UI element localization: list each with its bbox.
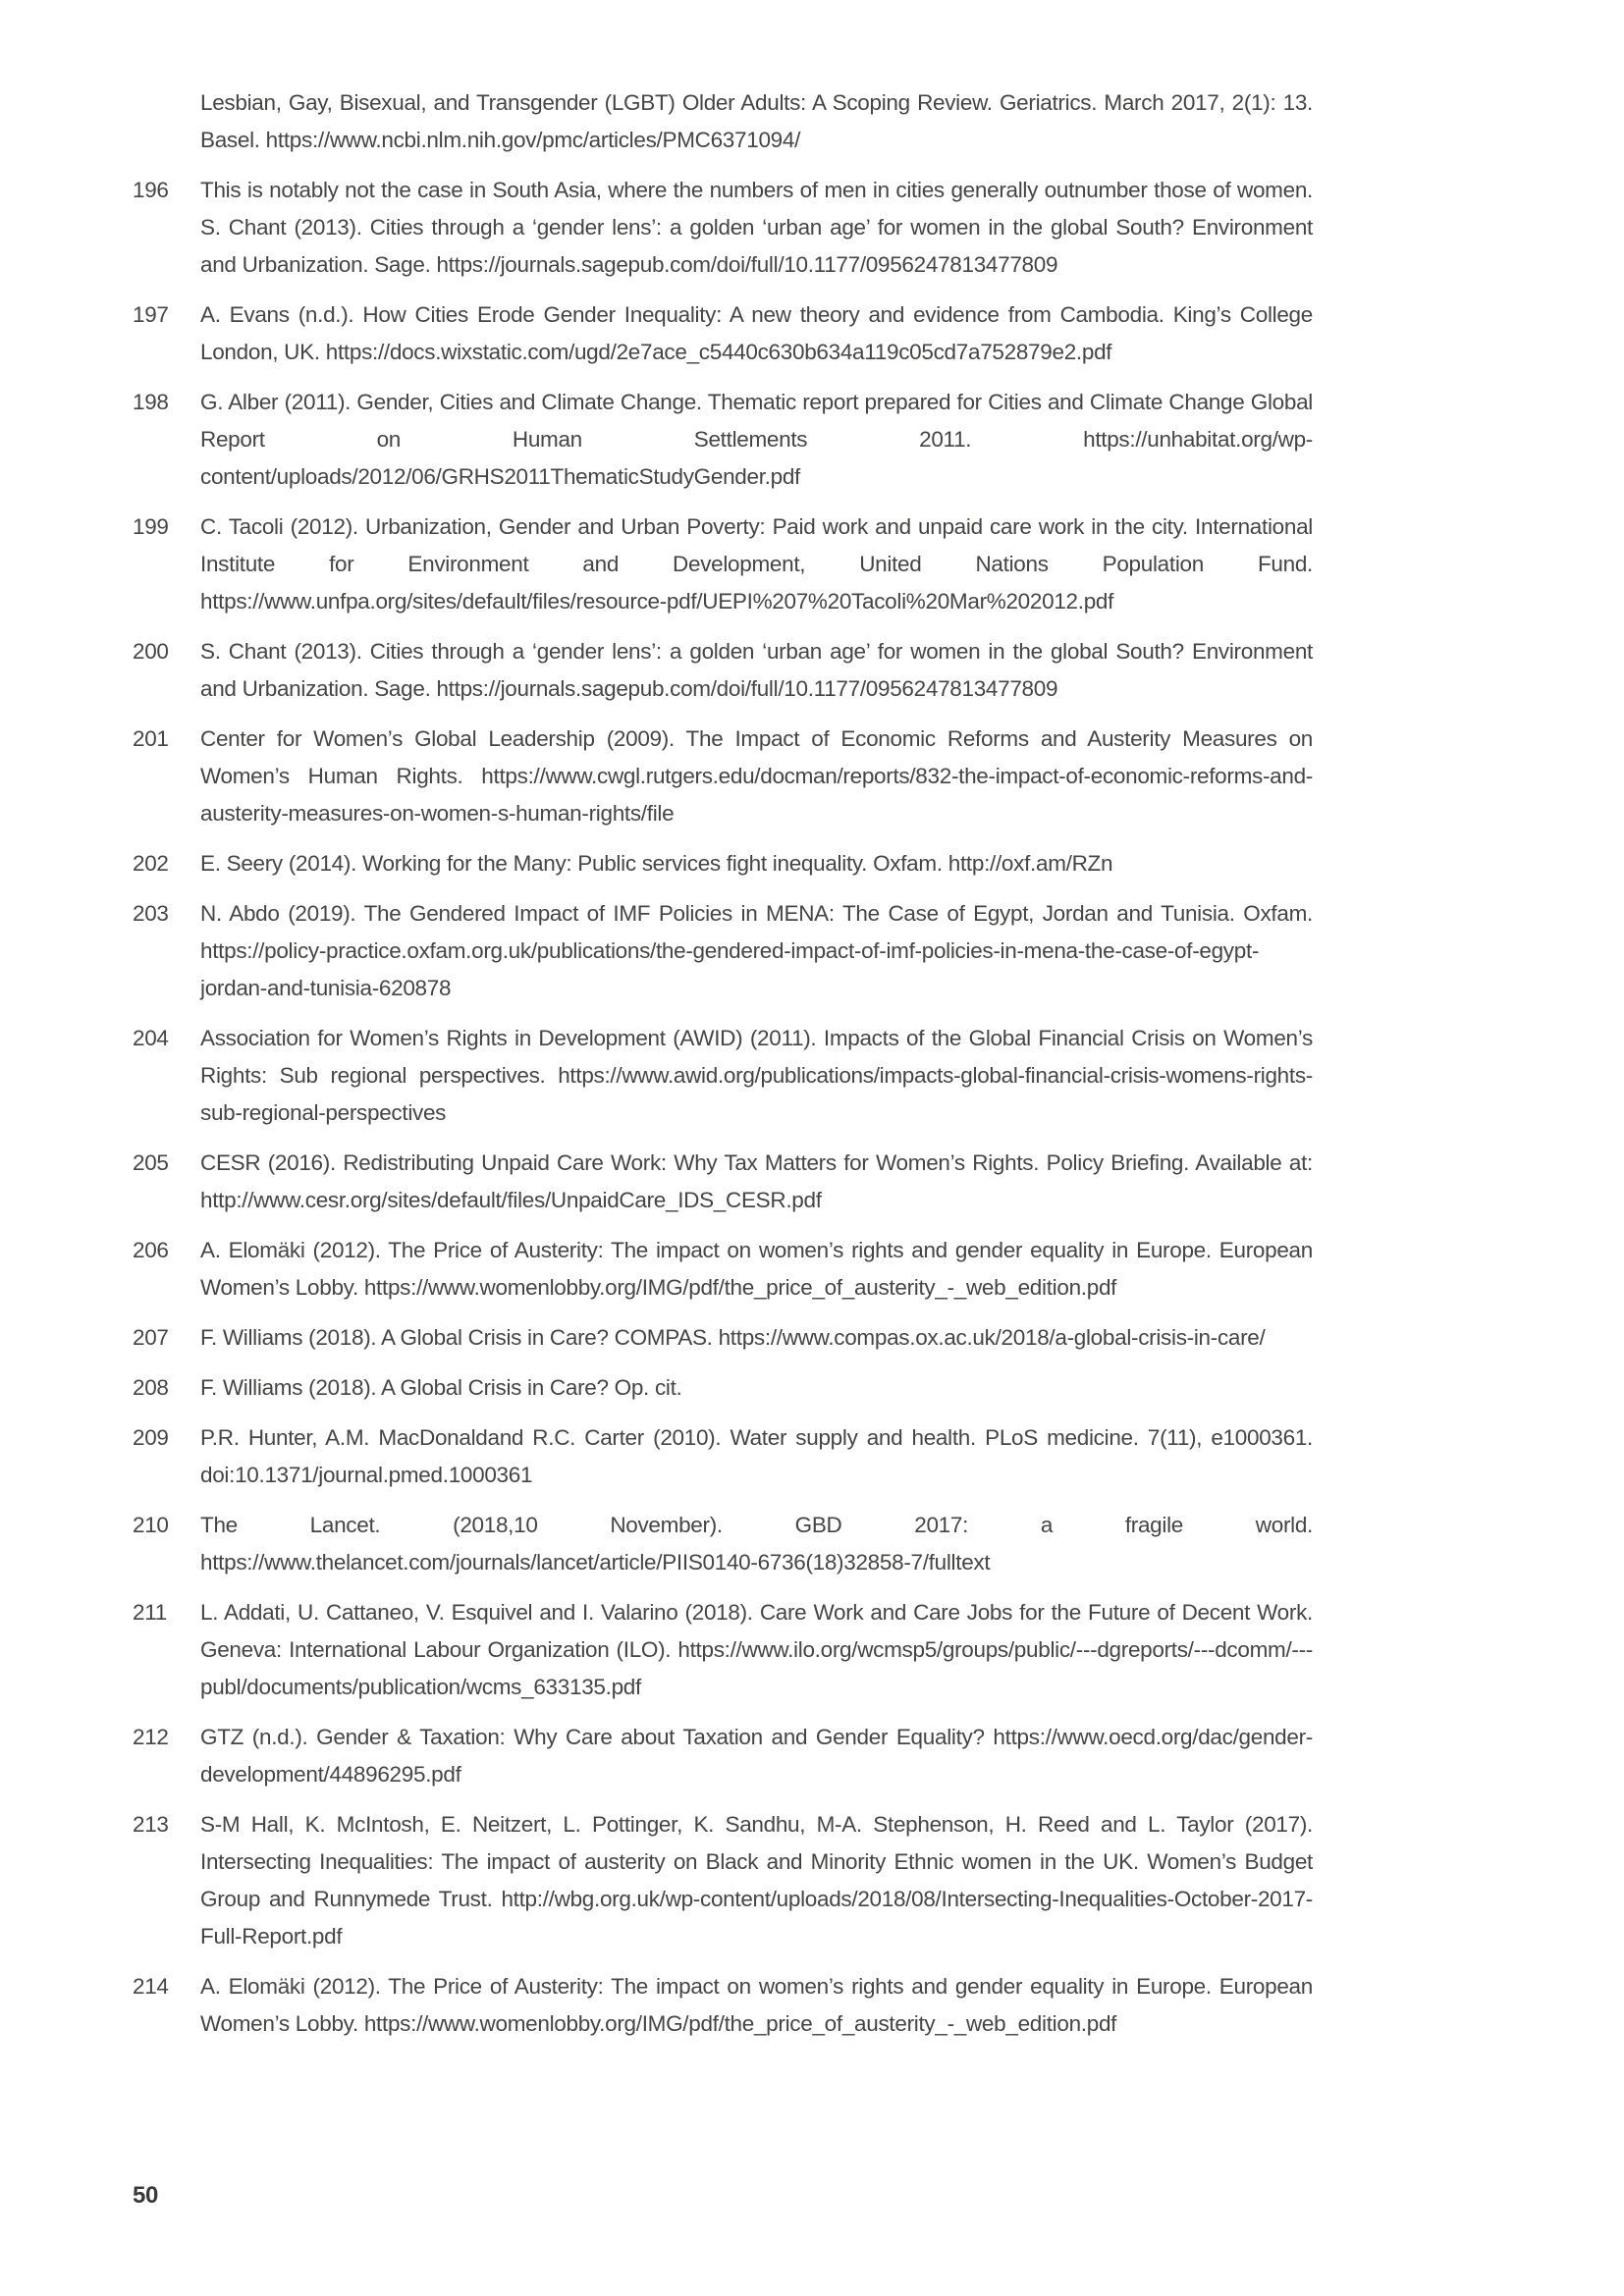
reference-item bbox=[133, 1968, 1313, 2043]
reference-item bbox=[133, 1319, 1313, 1357]
reference-number: 199 bbox=[133, 514, 169, 539]
reference-text: F. Williams (2018). A Global Crisis in Care? COMPAS. https://www.compas.ox.ac.uk/2018/a-global-crisis-in-care/ bbox=[200, 1325, 1266, 1350]
reference-number: 200 bbox=[133, 639, 169, 664]
reference-text: C. Tacoli (2012). Urbanization, Gender and Urban Poverty: Paid work and unpaid care work in the city. International Institute for Environment and Development, United Nations Population Fund. https://www.unfpa.org/sites/default/files/resource-pdf/UEPI%207%20Tacoli%20Mar%202012.pdf bbox=[200, 514, 1313, 614]
reference-text: A. Evans (n.d.). How Cities Erode Gender Inequality: A new theory and evidence from Cambodia. King’s College London, UK. https://docs.wixstatic.com/ugd/2e7ace_c5440c630b634a119c05cd7a752879e2.pdf bbox=[200, 302, 1313, 364]
reference-item bbox=[133, 1719, 1313, 1793]
reference-number: 198 bbox=[133, 390, 169, 414]
reference-number: 203 bbox=[133, 901, 169, 926]
reference-text: Center for Women’s Global Leadership (2009). The Impact of Economic Reforms and Austerity Measures on Women’s Human Rights. https://www.cwgl.rutgers.edu/docman/reports/832-the-impact-of-economic-reforms-and-austerity-measures-on-women-s-human-rights/file bbox=[200, 726, 1313, 826]
reference-item bbox=[133, 384, 1313, 496]
reference-item bbox=[133, 84, 1313, 159]
reference-number: 208 bbox=[133, 1375, 169, 1400]
reference-text: S. Chant (2013). Cities through a ‘gender lens’: a golden ‘urban age’ for women in the global South? Environment and Urbanization. Sage. https://journals.sagepub.com/doi/full/10.1177/0956247813477809 bbox=[200, 639, 1313, 701]
page-number: 50 bbox=[133, 2182, 159, 2209]
reference-text: A. Elomäki (2012). The Price of Austerity: The impact on women’s rights and gender equality in Europe. European Women’s Lobby. https://www.womenlobby.org/IMG/pdf/the_price_of_austerity_-_web_edition.pdf bbox=[200, 1238, 1313, 1300]
reference-text: S-M Hall, K. McIntosh, E. Neitzert, L. Pottinger, K. Sandhu, M-A. Stephenson, H. Reed and L. Taylor (2017). Intersecting Inequalities: The impact of austerity on Black and Minority Ethnic women in the UK. Women’s Budget Group and Runnymede Trust. http://wbg.org.uk/wp-content/uploads/2018/08/Intersecting-Inequalities-October-2017-Full-Report.pdf bbox=[200, 1812, 1313, 1949]
reference-item bbox=[133, 296, 1313, 371]
reference-text: N. Abdo (2019). The Gendered Impact of IMF Policies in MENA: The Case of Egypt, Jordan and Tunisia. Oxfam. https://policy-practice.oxfam.org.uk/publications/the-gendered-impact-of-imf-policies-in-mena-the-case-of-egypt-jordan-and-tunisia-620878 bbox=[200, 901, 1313, 1000]
reference-item bbox=[133, 633, 1313, 708]
reference-number: 213 bbox=[133, 1812, 169, 1837]
reference-number: 204 bbox=[133, 1026, 169, 1050]
reference-text: L. Addati, U. Cattaneo, V. Esquivel and I. Valarino (2018). Care Work and Care Jobs for the Future of Decent Work. Geneva: International Labour Organization (ILO). https://www.ilo.org/wcmsp5/groups/public/---dgreports/---dcomm/---publ/documents/publication/wcms_633135.pdf bbox=[200, 1600, 1313, 1699]
reference-item bbox=[133, 1369, 1313, 1407]
reference-text: Lesbian, Gay, Bisexual, and Transgender (LGBT) Older Adults: A Scoping Review. Geriatrics. March 2017, 2(1): 13. Basel. https://www.ncbi.nlm.nih.gov/pmc/articles/PMC6371094/ bbox=[200, 90, 1313, 152]
reference-number: 211 bbox=[133, 1600, 167, 1625]
reference-number: 196 bbox=[133, 178, 169, 202]
reference-list bbox=[133, 84, 1313, 2056]
reference-number: 202 bbox=[133, 851, 169, 876]
reference-number: 210 bbox=[133, 1513, 169, 1537]
reference-item bbox=[133, 172, 1313, 284]
reference-item bbox=[133, 721, 1313, 832]
reference-text: The Lancet. (2018,10 November). GBD 2017: a fragile world. https://www.thelancet.com/journals/lancet/article/PIIS0140-6736(18)32858-7/fulltext bbox=[200, 1513, 1313, 1575]
reference-item bbox=[133, 1594, 1313, 1706]
reference-text: This is notably not the case in South Asia, where the numbers of men in cities generally outnumber those of women. S. Chant (2013). Cities through a ‘gender lens’: a golden ‘urban age’ for women in the global South? Environment and Urbanization. Sage. https://journals.sagepub.com/doi/full/10.1177/0956247813477809 bbox=[200, 178, 1313, 277]
reference-text: E. Seery (2014). Working for the Many: Public services fight inequality. Oxfam. http://oxf.am/RZn bbox=[200, 851, 1113, 876]
reference-text: CESR (2016). Redistributing Unpaid Care Work: Why Tax Matters for Women’s Rights. Policy Briefing. Available at: http://www.cesr.org/sites/default/files/UnpaidCare_IDS_CESR.pdf bbox=[200, 1150, 1313, 1212]
reference-number: 207 bbox=[133, 1325, 169, 1350]
reference-item bbox=[133, 1232, 1313, 1307]
reference-number: 212 bbox=[133, 1725, 169, 1749]
reference-text: Association for Women’s Rights in Development (AWID) (2011). Impacts of the Global Financial Crisis on Women’s Rights: Sub regional perspectives. https://www.awid.org/publications/impacts-global-financial-crisis-womens-rights-sub-regional-perspectives bbox=[200, 1026, 1313, 1125]
reference-number: 209 bbox=[133, 1425, 169, 1450]
reference-number: 197 bbox=[133, 302, 169, 327]
reference-text: GTZ (n.d.). Gender & Taxation: Why Care about Taxation and Gender Equality? https://www.oecd.org/dac/gender-development/44896295.pdf bbox=[200, 1725, 1313, 1787]
reference-item bbox=[133, 845, 1313, 882]
reference-item bbox=[133, 1020, 1313, 1132]
reference-item bbox=[133, 895, 1313, 1007]
reference-number: 205 bbox=[133, 1150, 169, 1175]
reference-item bbox=[133, 508, 1313, 620]
reference-item bbox=[133, 1806, 1313, 1955]
reference-text: G. Alber (2011). Gender, Cities and Climate Change. Thematic report prepared for Cities and Climate Change Global Report on Human Settlements 2011. https://unhabitat.org/wp-content/uploads/2012/06/GRHS2011ThematicStudyGender.pdf bbox=[200, 390, 1313, 489]
reference-number: 201 bbox=[133, 726, 169, 751]
reference-item bbox=[133, 1145, 1313, 1219]
reference-text: F. Williams (2018). A Global Crisis in Care? Op. cit. bbox=[200, 1375, 682, 1400]
reference-text: A. Elomäki (2012). The Price of Austerity: The impact on women’s rights and gender equality in Europe. European Women’s Lobby. https://www.womenlobby.org/IMG/pdf/the_price_of_austerity_-_web_edition.pdf bbox=[200, 1974, 1313, 2036]
reference-number: 214 bbox=[133, 1974, 169, 1999]
reference-text: P.R. Hunter, A.M. MacDonaldand R.C. Carter (2010). Water supply and health. PLoS medicine. 7(11), e1000361. doi:10.1371/journal.pmed.1000361 bbox=[200, 1425, 1313, 1487]
reference-number: 206 bbox=[133, 1238, 169, 1262]
reference-item bbox=[133, 1419, 1313, 1494]
reference-item bbox=[133, 1507, 1313, 1581]
